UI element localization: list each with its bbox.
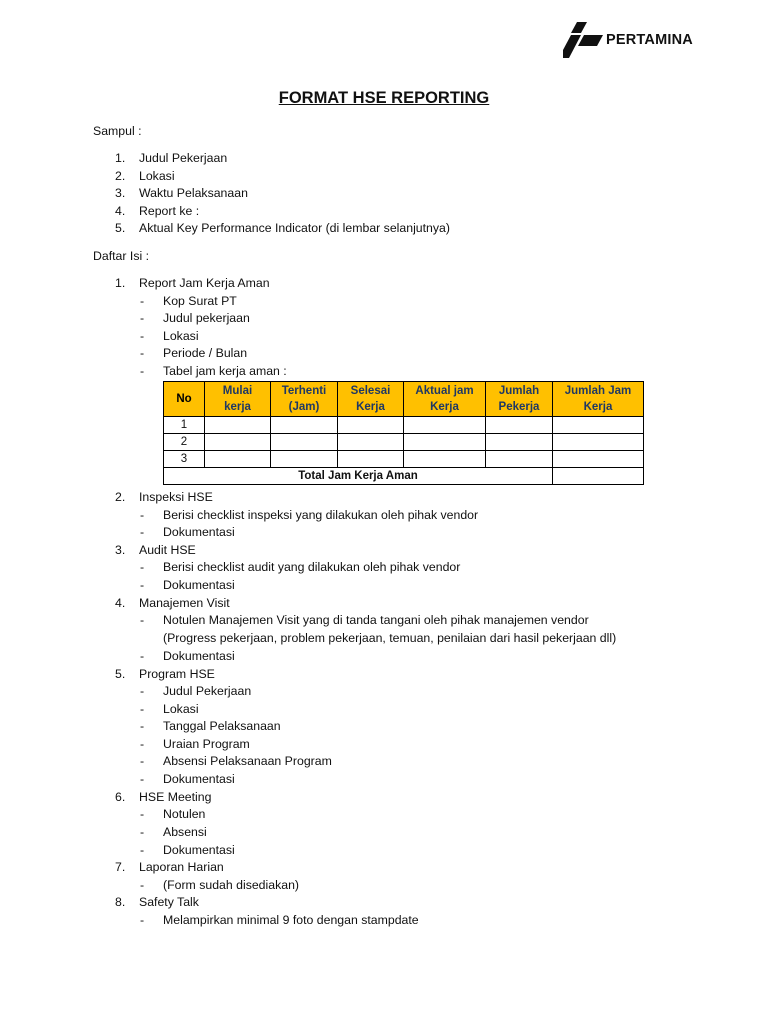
section-number: 2. (115, 490, 126, 504)
dash-bullet: - (140, 719, 145, 733)
table-cell (404, 417, 486, 434)
dash-bullet: - (140, 878, 145, 892)
dash-bullet: - (140, 913, 145, 927)
section-bullet: Absensi Pelaksanaan Program (163, 754, 332, 768)
table-row (164, 417, 644, 434)
header-no: No (164, 382, 205, 417)
section-title: Safety Talk (139, 895, 199, 909)
sampul-item-number: 4. (115, 204, 126, 218)
section-title: Report Jam Kerja Aman (139, 276, 270, 290)
row-number: 1 (164, 417, 205, 434)
table-cell (205, 417, 271, 434)
section-bullet: Uraian Program (163, 737, 250, 751)
total-label: Total Jam Kerja Aman (164, 468, 553, 485)
section-number: 7. (115, 860, 126, 874)
sampul-item-number: 3. (115, 186, 126, 200)
section-number: 3. (115, 543, 126, 557)
section-title: HSE Meeting (139, 790, 212, 804)
section-number: 8. (115, 895, 126, 909)
table-row (164, 434, 644, 451)
sampul-item: Waktu Pelaksanaan (139, 186, 248, 200)
page-title: FORMAT HSE REPORTING (278, 89, 490, 107)
section-bullet-continuation: (Progress pekerjaan, problem pekerjaan, temuan, penilaian dari hasil pekerjaan dll) (163, 631, 617, 645)
pertamina-logo (563, 22, 693, 58)
section-bullet: Judul pekerjaan (163, 311, 250, 325)
table-cell (486, 434, 553, 451)
table-cell (486, 451, 553, 468)
brand-name: PERTAMINA (606, 32, 693, 48)
section-title: Audit HSE (139, 543, 196, 557)
sampul-label: Sampul : (93, 124, 142, 138)
sampul-item: Report ke : (139, 204, 200, 218)
dash-bullet: - (140, 613, 145, 627)
dash-bullet: - (140, 525, 145, 539)
sampul-item: Judul Pekerjaan (139, 151, 228, 165)
section-number: 6. (115, 790, 126, 804)
section-number: 1. (115, 276, 126, 290)
section-bullet: Notulen Manajemen Visit yang di tanda tangani oleh pihak manajemen vendor (163, 613, 589, 627)
row-number: 3 (164, 451, 205, 468)
table-cell (338, 434, 404, 451)
table-cell (205, 434, 271, 451)
table-cell (553, 451, 644, 468)
section-title: Laporan Harian (139, 860, 224, 874)
table-cell (486, 417, 553, 434)
dash-bullet: - (140, 578, 145, 592)
section-bullet: Judul Pekerjaan (163, 684, 252, 698)
section-bullet: Dokumentasi (163, 843, 235, 857)
table-cell (338, 451, 404, 468)
jam-kerja-aman-table (163, 381, 644, 485)
sampul-item: Aktual Key Performance Indicator (di lembar selanjutnya) (139, 221, 450, 235)
table-cell (205, 451, 271, 468)
table-row (164, 451, 644, 468)
section-bullet: Kop Surat PT (163, 294, 237, 308)
section-bullet: Dokumentasi (163, 525, 235, 539)
sampul-item-number: 1. (115, 151, 126, 165)
section-bullet: Melampirkan minimal 9 foto dengan stampdate (163, 913, 419, 927)
row-number: 2 (164, 434, 205, 451)
total-value-cell (553, 468, 644, 485)
dash-bullet: - (140, 702, 145, 716)
header-terhenti: Terhenti (Jam) (271, 382, 338, 417)
sampul-item-number: 5. (115, 221, 126, 235)
table-cell (271, 451, 338, 468)
table-total-row (164, 468, 644, 485)
table-cell (404, 451, 486, 468)
section-bullet: Dokumentasi (163, 649, 235, 663)
dash-bullet: - (140, 807, 145, 821)
header-selesai-kerja: Selesai Kerja (338, 382, 404, 417)
section-bullet: Berisi checklist inspeksi yang dilakukan oleh pihak vendor (163, 508, 479, 522)
table-cell (553, 434, 644, 451)
section-bullet: Lokasi (163, 702, 199, 716)
dash-bullet: - (140, 560, 145, 574)
section-bullet: Notulen (163, 807, 206, 821)
dash-bullet: - (140, 825, 145, 839)
dash-bullet: - (140, 311, 145, 325)
dash-bullet: - (140, 772, 145, 786)
section-bullet: Tabel jam kerja aman : (163, 364, 287, 378)
header-mulai-kerja: Mulai kerja (205, 382, 271, 417)
header-jumlah-pekerja: Jumlah Pekerja (486, 382, 553, 417)
header-aktual-jam-kerja: Aktual jam Kerja (404, 382, 486, 417)
table-header-row (164, 382, 644, 417)
dash-bullet: - (140, 649, 145, 663)
dash-bullet: - (140, 346, 145, 360)
table-cell (553, 417, 644, 434)
section-bullet: Dokumentasi (163, 772, 235, 786)
pertamina-logo-icon (563, 22, 603, 58)
daftar-isi-label: Daftar Isi : (93, 249, 150, 263)
table-cell (404, 434, 486, 451)
section-bullet: Lokasi (163, 329, 199, 343)
section-title: Manajemen Visit (139, 596, 230, 610)
dash-bullet: - (140, 843, 145, 857)
section-title: Program HSE (139, 667, 215, 681)
section-number: 4. (115, 596, 126, 610)
section-bullet: Absensi (163, 825, 207, 839)
dash-bullet: - (140, 508, 145, 522)
section-number: 5. (115, 667, 126, 681)
dash-bullet: - (140, 754, 145, 768)
header-jumlah-jam-kerja: Jumlah Jam Kerja (553, 382, 644, 417)
dash-bullet: - (140, 684, 145, 698)
dash-bullet: - (140, 364, 145, 378)
table-cell (271, 434, 338, 451)
section-title: Inspeksi HSE (139, 490, 213, 504)
table-cell (271, 417, 338, 434)
section-bullet: Periode / Bulan (163, 346, 248, 360)
section-bullet: Berisi checklist audit yang dilakukan oleh pihak vendor (163, 560, 461, 574)
section-bullet: Tanggal Pelaksanaan (163, 719, 281, 733)
section-bullet: (Form sudah disediakan) (163, 878, 300, 892)
dash-bullet: - (140, 294, 145, 308)
dash-bullet: - (140, 329, 145, 343)
table-cell (338, 417, 404, 434)
sampul-item-number: 2. (115, 169, 126, 183)
sampul-item: Lokasi (139, 169, 175, 183)
dash-bullet: - (140, 737, 145, 751)
section-bullet: Dokumentasi (163, 578, 235, 592)
